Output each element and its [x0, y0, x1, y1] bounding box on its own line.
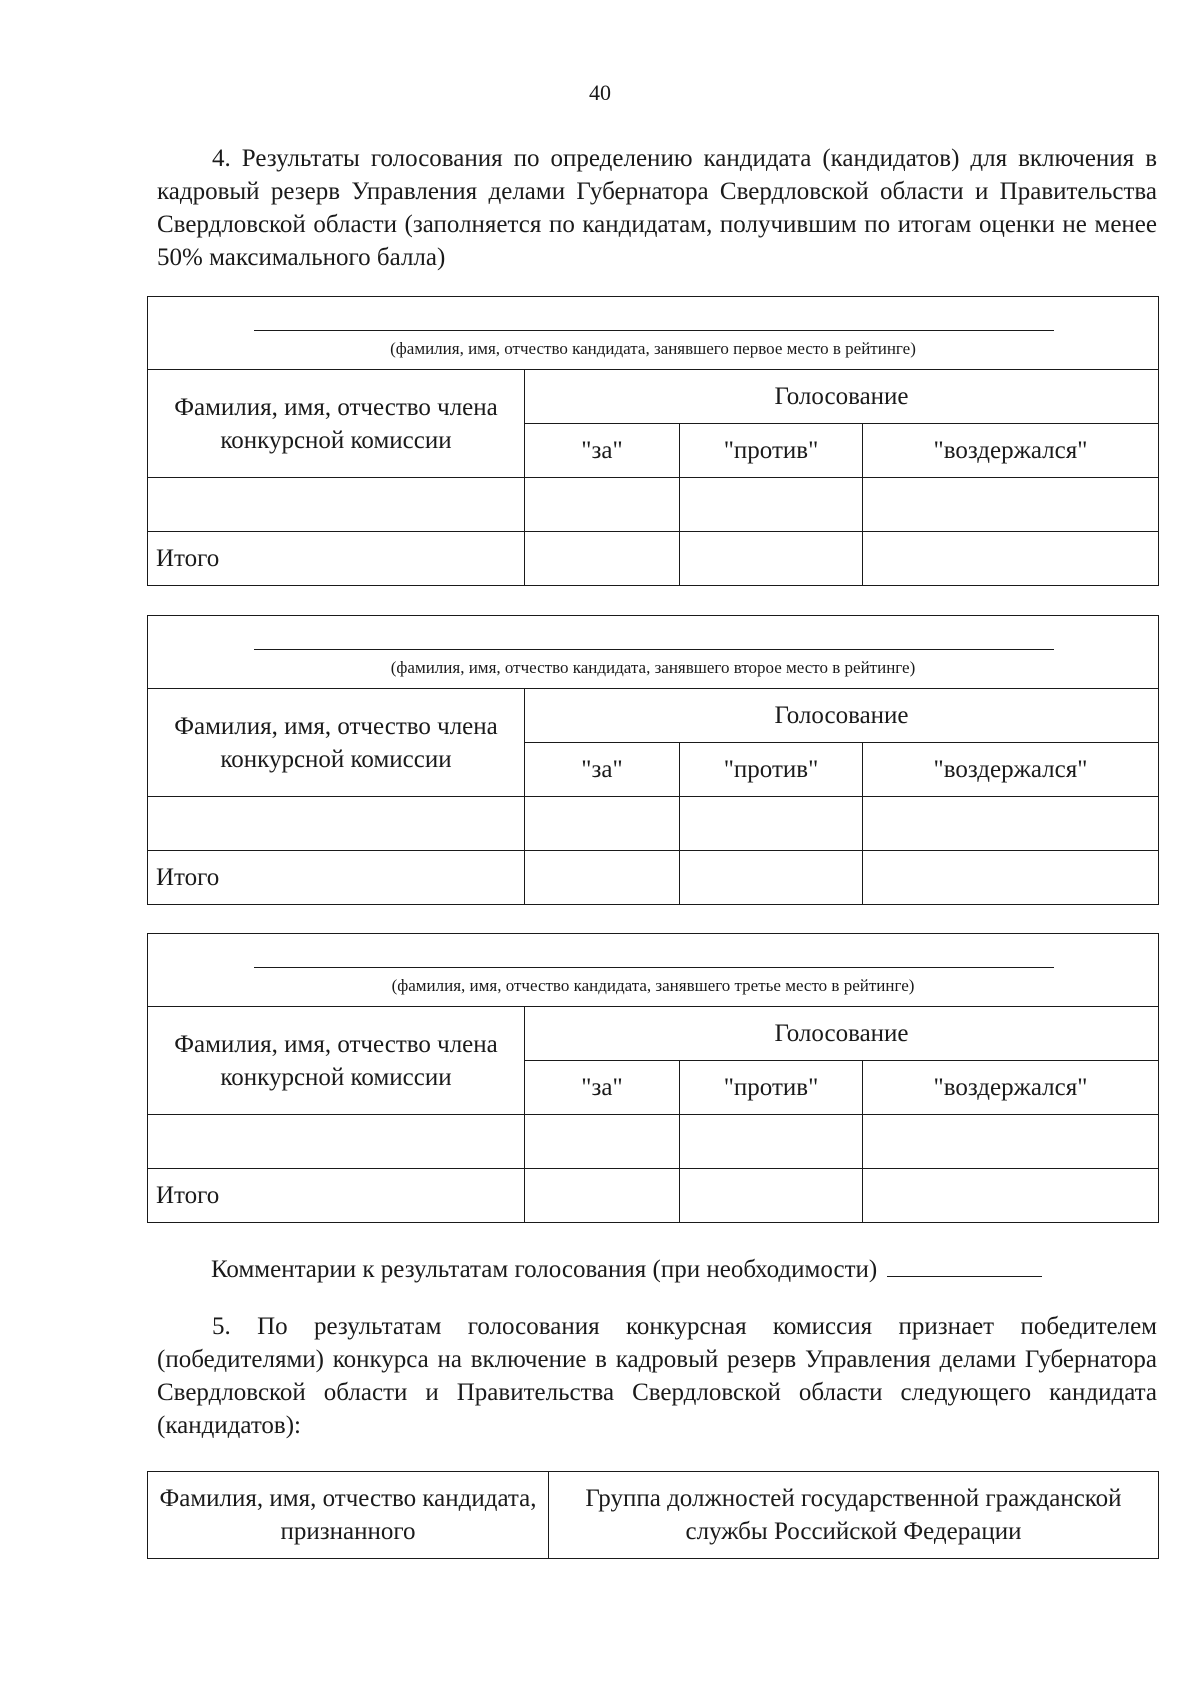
- vote-option-against: "против": [680, 424, 863, 478]
- member-name-cell[interactable]: [148, 1115, 525, 1169]
- section-4-text: 4. Результаты голосования по определению кандидата (кандидатов) для включения в кадровый резерв Управления делами Губернатора Свердловской области и Правительства Свердловской области (заполняется по кандидатам, получившим по итогам оценки не менее 50% максимального балла): [157, 145, 1157, 271]
- total-against-cell[interactable]: [680, 1169, 863, 1223]
- vote-option-for: "за": [525, 743, 680, 797]
- member-name-cell[interactable]: [148, 797, 525, 851]
- total-label: Итого: [148, 1169, 525, 1223]
- total-label: Итого: [148, 532, 525, 586]
- vote-against-cell[interactable]: [680, 797, 863, 851]
- candidate-name-field[interactable]: [148, 616, 1159, 689]
- position-group-header: Группа должностей государственной гражданской службы Российской Федерации: [549, 1472, 1159, 1559]
- section-4-paragraph: [157, 142, 1157, 274]
- total-for-cell[interactable]: [525, 1169, 680, 1223]
- total-label: Итого: [148, 851, 525, 905]
- voting-header: Голосование: [525, 370, 1159, 424]
- voting-table-second-place: [147, 615, 1159, 905]
- total-for-cell[interactable]: [525, 851, 680, 905]
- member-name-cell[interactable]: [148, 478, 525, 532]
- member-name-header: Фамилия, имя, отчество члена конкурсной комиссии: [148, 370, 525, 478]
- member-name-header: Фамилия, имя, отчество члена конкурсной комиссии: [148, 689, 525, 797]
- vote-for-cell[interactable]: [525, 1115, 680, 1169]
- total-against-cell[interactable]: [680, 851, 863, 905]
- winner-name-header: Фамилия, имя, отчество кандидата, признанного: [148, 1472, 549, 1559]
- section-5-paragraph: [157, 1310, 1157, 1442]
- candidate-caption: (фамилия, имя, отчество кандидата, занявшего второе место в рейтинге): [390, 658, 916, 677]
- vote-option-abstain: "воздержался": [863, 424, 1159, 478]
- candidate-name-field[interactable]: [148, 934, 1159, 1007]
- winner-table: [147, 1471, 1159, 1559]
- vote-against-cell[interactable]: [680, 478, 863, 532]
- candidate-caption: (фамилия, имя, отчество кандидата, занявшего первое место в рейтинге): [390, 339, 916, 358]
- section-5-text: 5. По результатам голосования конкурсная комиссия признает победителем (победителями) конкурса на включение в кадровый резерв Управления делами Губернатора Свердловской области и Правительства Свердловской области следующего кандидата (кандидатов):: [157, 1313, 1157, 1439]
- comments-row: [211, 1253, 1042, 1286]
- vote-for-cell[interactable]: [525, 797, 680, 851]
- page-number: 40: [589, 80, 611, 105]
- vote-option-against: "против": [680, 1061, 863, 1115]
- voting-table-third-place: [147, 933, 1159, 1223]
- candidate-name-line: [254, 967, 1054, 968]
- voting-table-first-place: [147, 296, 1159, 586]
- voting-header: Голосование: [525, 1007, 1159, 1061]
- voting-header: Голосование: [525, 689, 1159, 743]
- vote-abstain-cell[interactable]: [863, 478, 1159, 532]
- vote-option-for: "за": [525, 424, 680, 478]
- vote-option-against: "против": [680, 743, 863, 797]
- candidate-caption: (фамилия, имя, отчество кандидата, занявшего третье место в рейтинге): [391, 976, 915, 995]
- member-name-header: Фамилия, имя, отчество члена конкурсной комиссии: [148, 1007, 525, 1115]
- vote-abstain-cell[interactable]: [863, 797, 1159, 851]
- comments-label: Комментарии к результатам голосования (при необходимости): [211, 1256, 878, 1283]
- vote-option-abstain: "воздержался": [863, 743, 1159, 797]
- candidate-name-field[interactable]: [148, 297, 1159, 370]
- vote-for-cell[interactable]: [525, 478, 680, 532]
- candidate-name-line: [254, 330, 1054, 331]
- vote-option-abstain: "воздержался": [863, 1061, 1159, 1115]
- total-abstain-cell[interactable]: [863, 851, 1159, 905]
- candidate-name-line: [254, 649, 1054, 650]
- total-abstain-cell[interactable]: [863, 532, 1159, 586]
- vote-option-for: "за": [525, 1061, 680, 1115]
- vote-abstain-cell[interactable]: [863, 1115, 1159, 1169]
- total-against-cell[interactable]: [680, 532, 863, 586]
- vote-against-cell[interactable]: [680, 1115, 863, 1169]
- total-for-cell[interactable]: [525, 532, 680, 586]
- total-abstain-cell[interactable]: [863, 1169, 1159, 1223]
- comments-field[interactable]: [887, 1254, 1042, 1277]
